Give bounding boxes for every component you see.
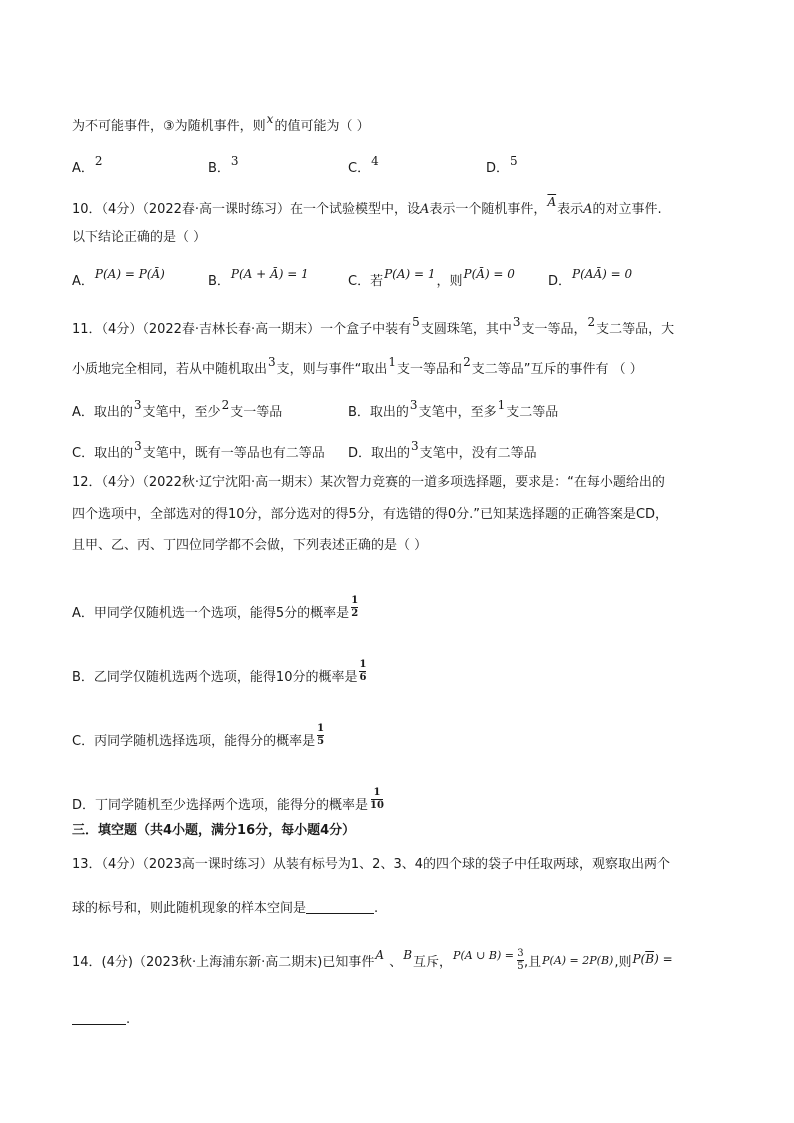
fraction: $\frac{1}{10}$ [370, 787, 384, 811]
q9-option-d[interactable]: D．5 [486, 154, 518, 176]
q11-option-c[interactable]: C．取出的3支笔中，既有一等品也有二等品 [72, 439, 325, 461]
q11-stem-line2: 小质地完全相同，若从中随机取出3支，则与事件“取出1支一等品和2支二等品”互斥的事件有 （ ） [72, 355, 643, 377]
q13-stem-line1: 13．（4分）（2023高一课时练习）从装有标号为1、2、3、4的四个球的袋子中任取两球，观察取出两个 [72, 857, 670, 872]
fraction: $\frac{1}{5}$ [317, 723, 325, 747]
q12-option-c[interactable]: C．丙同学随机选择选项，能得分的概率是 $\frac{1}{5}$ [72, 723, 325, 749]
fraction: $\frac{3}{5}$ [517, 948, 524, 972]
q9-options [72, 154, 519, 179]
q10-option-a[interactable]: A．P(A) = P(Ā) [72, 267, 165, 289]
q11-option-a[interactable]: A．取出的3支笔中，至少2支一等品 [72, 398, 283, 420]
q9-variable: x [266, 112, 274, 126]
q14-answer-blank[interactable] [72, 1010, 126, 1025]
q12-stem-line3: 且甲、乙、丙、丁四位同学都不会做，下列表述正确的是（ ） [72, 538, 428, 553]
q11-option-d[interactable]: D．取出的3支笔中，没有二等品 [348, 439, 537, 461]
q10-a-complement: $\overline{A}$ [547, 195, 557, 209]
fraction: $\frac{1}{2}$ [351, 595, 359, 619]
q9-option-b[interactable]: B．3 [208, 154, 239, 176]
q10-stem-line1: 10．（4分）（2022春·高一课时练习）在一个试验模型中，设A表示一个随机事件，$\overline{A}$表示A的对立事件. [72, 195, 662, 217]
q12-stem-line1: 12．（4分）（2022秋·辽宁沈阳·高一期末）某次智力竞赛的一道多项选择题，要求是：“在每小题给出的 [72, 475, 665, 490]
fraction: $\frac{1}{6}$ [359, 659, 367, 683]
q10-option-c[interactable]: C．若P(A) = 1，则P(Ā) = 0 [348, 267, 515, 289]
q9-option-a[interactable]: A．2 [72, 154, 103, 176]
q13-answer-blank[interactable] [306, 899, 374, 914]
q9-tail: 的值可能为（ ） [274, 119, 370, 134]
q10-options [72, 267, 633, 292]
q12-stem-line2: 四个选项中，全部选对的得10分，部分选对的得5分，有选错的得0分.”已知某选择题的正确答案是CD， [72, 507, 669, 522]
q11-stem-line1: 11．（4分）（2022春·吉林长春·高一期末）一个盒子中装有5支圆珠笔，其中3支一等品，2支二等品，大 [72, 315, 675, 337]
q11-option-b[interactable]: B．取出的3支笔中，至多1支二等品 [348, 398, 559, 420]
q14-answer-line: . [72, 1010, 130, 1030]
q9-stem-line [72, 112, 370, 137]
q11-options-row1 [72, 398, 559, 423]
q13-stem-line2: 球的标号和，则此随机现象的样本空间是 . [72, 901, 379, 916]
q9-option-c[interactable]: C．4 [348, 154, 379, 176]
q10-stem-line2: 以下结论正确的是（ ） [72, 230, 207, 245]
q12-option-d[interactable]: D．丁同学随机至少选择两个选项，能得分的概率是 $\frac{1}{10}$ [72, 787, 384, 813]
q11-options-row2 [72, 439, 537, 464]
q12-option-b[interactable]: B．乙同学仅随机选两个选项，能得10分的概率是 $\frac{1}{6}$ [72, 659, 367, 685]
q12-option-a[interactable]: A．甲同学仅随机选一个选项，能得5分的概率是 $\frac{1}{2}$ [72, 595, 359, 621]
q10-option-b[interactable]: B．P(A + Ā) = 1 [208, 267, 309, 289]
q14-stem-line1: 14．(4分)（2023秋·上海浦东新·高二期末)已知事件A 、B互斥，$^{P(A \cup B) =}$ $\frac{3}{5}$ ,且P(A) = 2P(B),则$P(\overline{B})$ = [72, 948, 673, 972]
q9-text: 为不可能事件，③为随机事件，则 [72, 119, 266, 134]
q14-complement-expr: $P(\overline{B})$ = [632, 952, 673, 966]
q10-option-d[interactable]: D．P(AĀ) = 0 [548, 267, 633, 289]
section-heading: 三．填空题（共4小题，满分16分，每小题4分） [72, 823, 356, 838]
